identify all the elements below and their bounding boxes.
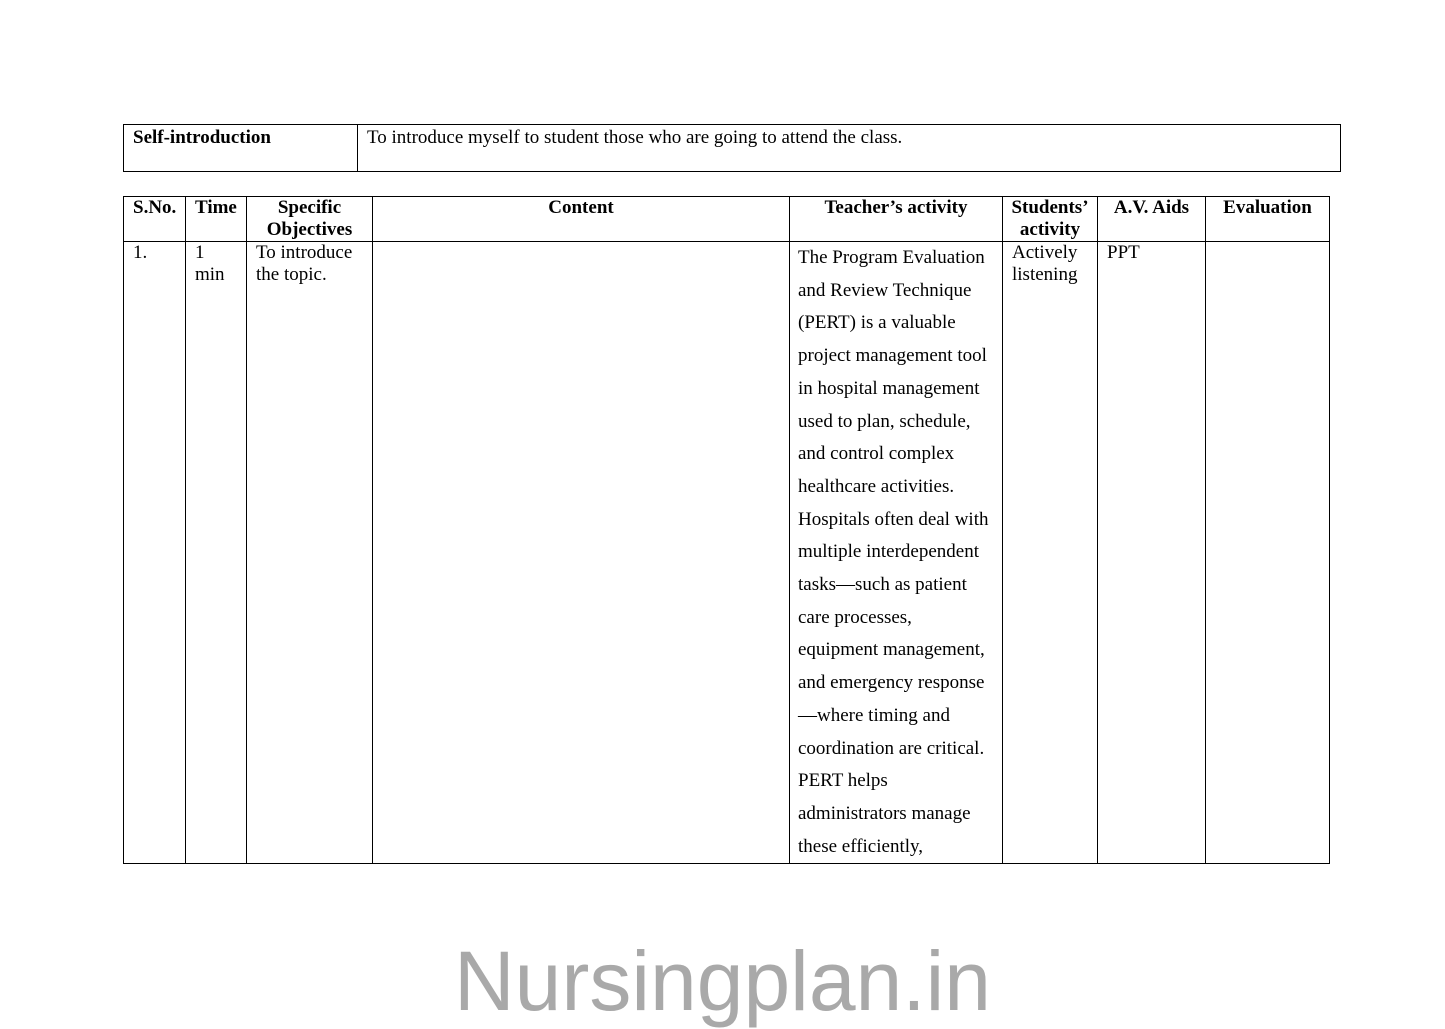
header-students-activity: Students’ activity bbox=[1003, 197, 1098, 242]
cell-av-aids: PPT bbox=[1098, 242, 1206, 864]
cell-sno: 1. bbox=[124, 242, 186, 864]
table-row bbox=[124, 242, 1330, 864]
self-introduction-table bbox=[123, 124, 1341, 172]
self-introduction-text: To introduce myself to student those who are going to attend the class. bbox=[358, 125, 1341, 172]
header-teachers-activity: Teacher’s activity bbox=[790, 197, 1003, 242]
self-introduction-row bbox=[124, 125, 1341, 172]
cell-specific-objectives: To introduce the topic. bbox=[247, 242, 373, 864]
header-sno: S.No. bbox=[124, 197, 186, 242]
cell-content bbox=[373, 242, 790, 864]
teachers-activity-text: The Program Evaluation and Review Technique (PERT) is a valuable project management tool in hospital management used to plan, schedule, and control complex healthcare activities. Hospitals often deal with multiple interdependent tasks—such as patient care processes, equipment management, and emergency response—where timing and coordination are critical. PERT helps administrators manage these efficiently, bbox=[798, 247, 989, 857]
header-av-aids: A.V. Aids bbox=[1098, 197, 1206, 242]
header-evaluation: Evaluation bbox=[1206, 197, 1330, 242]
cell-teachers-activity bbox=[790, 242, 1003, 864]
table-header-row bbox=[124, 197, 1330, 242]
header-time: Time bbox=[186, 197, 247, 242]
lesson-plan-table bbox=[123, 196, 1330, 864]
cell-time: 1 min bbox=[186, 242, 247, 864]
self-introduction-label: Self-introduction bbox=[124, 125, 358, 172]
header-specific-objectives: Specific Objectives bbox=[247, 197, 373, 242]
site-watermark: Nursingplan.in bbox=[454, 934, 991, 1028]
cell-evaluation bbox=[1206, 242, 1330, 864]
cell-students-activity: Actively listening bbox=[1003, 242, 1098, 864]
header-content: Content bbox=[373, 197, 790, 242]
